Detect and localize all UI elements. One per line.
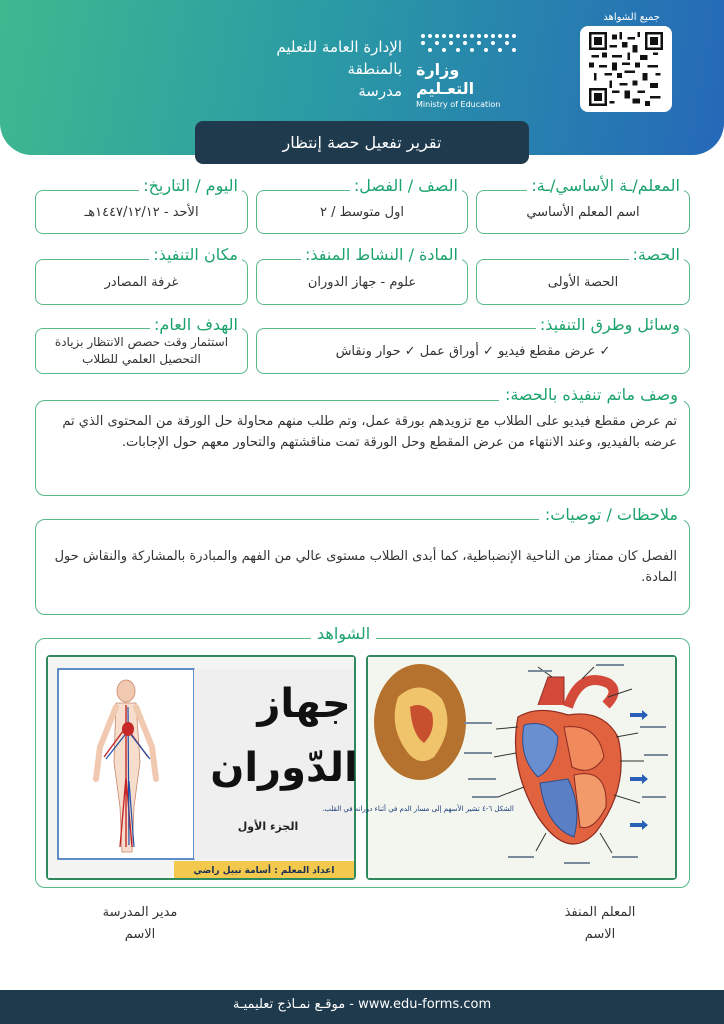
book-cover-photo[interactable] <box>46 655 356 880</box>
notes-title: ملاحظات / توصيات: <box>539 505 684 524</box>
administration-block <box>246 36 402 102</box>
methods-field[interactable]: ✓ عرض مقطع فيديو ✓ أوراق عمل ✓ حوار ونقاش <box>256 328 690 374</box>
teacher-label: المعلم/ـة الأساسي/ـة: <box>527 176 684 195</box>
ministry-logo <box>416 30 518 108</box>
book-cover-image <box>48 657 358 878</box>
class-label: الصف / الفصل: <box>350 176 462 195</box>
subject-label: المادة / النشاط المنفذ: <box>301 245 462 264</box>
book-author-label: اعداد المعلم : أسامة نبيل راضي <box>193 866 335 876</box>
goal-field[interactable]: استثمار وقت حصص الانتظار بزيادة التحصيل العلمي للطلاب <box>35 328 248 374</box>
qr-code[interactable] <box>580 26 672 112</box>
footer-link[interactable]: www.edu-forms.com - موقـع نمـاذج تعليميـة <box>232 997 492 1012</box>
methods-label: وسائل وطرق التنفيذ: <box>536 315 684 334</box>
goal-label: الهدف العام: <box>150 315 242 334</box>
heart-diagram-photo[interactable] <box>322 655 677 880</box>
evidence-title: الشواهد <box>311 624 376 643</box>
ministry-name-ar: وزارة التعـليم <box>416 60 475 98</box>
book-title-line-1: جهاز <box>257 681 351 727</box>
ministry-name-en: Ministry of Education <box>416 100 501 109</box>
admin-line-1: الإدارة العامة للتعليم <box>276 38 402 56</box>
notes-field[interactable]: الفصل كان ممتاز من الناحية الإنضباطية، كما أبدى الطلاب مستوى عالي من الفهم والمبادرة بالمشاركة والنقاش حول المادة. <box>35 519 690 615</box>
period-label: الحصة: <box>629 245 685 264</box>
principal-label: مدير المدرسة <box>102 905 178 920</box>
heart-diagram-image <box>322 657 675 878</box>
executor-name: الاسم <box>584 927 616 942</box>
qr-code-icon <box>586 32 666 106</box>
period-field[interactable]: الحصة الأولى <box>476 259 690 305</box>
subject-field[interactable]: علوم - جهاز الدوران <box>256 259 468 305</box>
footer-bar <box>0 990 724 1024</box>
description-title: وصف ماتم تنفيذه بالحصة: <box>499 385 684 404</box>
qr-label: جميع الشواهد <box>603 12 660 23</box>
date-label: اليوم / التاريخ: <box>139 176 242 195</box>
executor-signature <box>530 902 670 946</box>
admin-line-2: بالمنطقة <box>347 60 402 78</box>
date-field[interactable]: الأحد - ١٤٤٧/١٢/١٢هـ <box>35 190 248 234</box>
executor-label: المعلم المنفذ <box>564 905 636 920</box>
teacher-field[interactable]: اسم المعلم الأساسي <box>476 190 690 234</box>
description-field[interactable]: تم عرض مقطع فيديو على الطلاب مع تزويدهم بورقة عمل، وتم طلب منهم محاولة حل الورقة من المحتوى الذي تم عرضه بالفيديو، وعند الانتهاء من عرض المقطع وحل الورقة تمت مناقشتهم والتحاور معهم حول الإجابات. <box>35 400 690 496</box>
ministry-logo-icon <box>418 30 518 56</box>
principal-signature <box>70 902 210 946</box>
admin-line-3: مدرسة <box>358 82 402 100</box>
book-title-line-2: الدّوران <box>210 745 358 791</box>
report-title: تقرير تفعيل حصة إنتظار <box>195 121 529 164</box>
heart-caption: الشكل ٦-٤ تشير الأسهم إلى مسار الدم في أثناء دورانه في القلب. <box>322 805 514 813</box>
place-field[interactable]: غرفة المصادر <box>35 259 248 305</box>
place-label: مكان التنفيذ: <box>149 245 242 264</box>
class-field[interactable]: اول متوسط / ٢ <box>256 190 468 234</box>
principal-name: الاسم <box>124 927 156 942</box>
book-part-label: الجزء الأول <box>237 820 299 833</box>
